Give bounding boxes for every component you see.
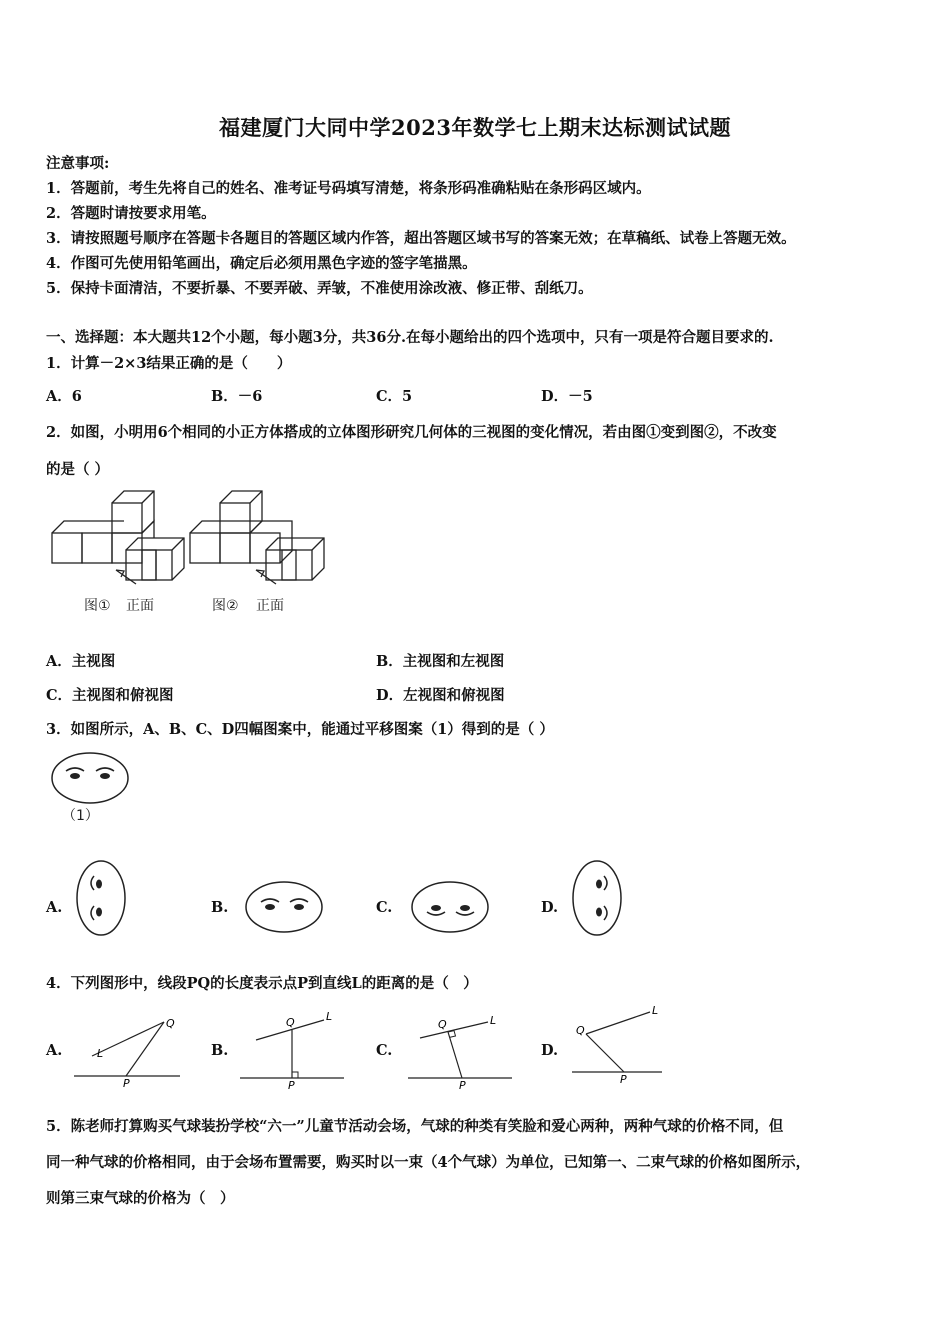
fig2-label: 图② bbox=[212, 598, 239, 614]
notice-item: 4．作图可先使用铅笔画出，确定后必须用黑色字迹的签字笔描黑。 bbox=[46, 255, 477, 272]
label-q: Q bbox=[576, 1024, 585, 1037]
face-option-a bbox=[74, 858, 130, 938]
geometry-option-d bbox=[568, 1002, 668, 1088]
label-q: Q bbox=[286, 1016, 295, 1029]
geometry-option-b bbox=[236, 1008, 351, 1090]
question-2-stem-cont: 的是（ ） bbox=[46, 461, 110, 478]
label-q: Q bbox=[438, 1018, 447, 1031]
q2-option-c[interactable]: C．主视图和俯视图 bbox=[46, 687, 174, 704]
label-q: Q bbox=[166, 1017, 175, 1030]
label-l: L bbox=[490, 1014, 497, 1027]
label-p: P bbox=[620, 1073, 627, 1086]
q4-option-c[interactable]: C. bbox=[376, 1042, 393, 1059]
q1-option-d[interactable]: D．－5 bbox=[541, 388, 593, 405]
section-heading: 一、选择题：本大题共12个小题，每小题3分，共36分.在每小题给出的四个选项中，只有一项是符合题目要求的. bbox=[46, 329, 774, 346]
fig1-front-label: 正面 bbox=[126, 598, 154, 614]
question-2-stem: 2．如图，小明用6个相同的小正方体搭成的立体图形研究几何体的三视图的变化情况，若由图①变到图②，不改变 bbox=[46, 424, 777, 441]
face-option-b bbox=[244, 878, 326, 936]
notice-item: 3．请按照题号顺序在答题卡各题目的答题区域内作答，超出答题区域书写的答案无效；在草稿纸、试卷上答题无效。 bbox=[46, 230, 796, 247]
q1-option-a[interactable]: A．6 bbox=[46, 388, 82, 405]
label-p: P bbox=[288, 1079, 295, 1090]
q3-option-a[interactable]: A. bbox=[46, 899, 63, 916]
q3-option-b[interactable]: B. bbox=[211, 899, 229, 916]
cube-figure-1 bbox=[52, 491, 184, 584]
geometry-option-c bbox=[404, 1008, 519, 1090]
q3-option-d[interactable]: D. bbox=[541, 899, 559, 916]
question-5-stem-cont: 同一种气球的价格相同，由于会场布置需要，购买时以一束（4个气球）为单位，已知第一、二束气球的价格如图所示， bbox=[46, 1154, 811, 1171]
q2-option-d[interactable]: D．左视图和俯视图 bbox=[376, 687, 505, 704]
face-option-c bbox=[410, 878, 492, 936]
q2-option-b[interactable]: B．主视图和左视图 bbox=[376, 653, 505, 670]
fig2-front-label: 正面 bbox=[256, 598, 284, 614]
notice-item: 5．保持卡面清洁，不要折暴、不要弄破、弄皱，不准使用涂改液、修正带、刮纸刀。 bbox=[46, 280, 593, 297]
q4-option-b[interactable]: B. bbox=[211, 1042, 229, 1059]
question-5-stem: 5．陈老师打算购买气球装扮学校“六一”儿童节活动会场，气球的种类有笑脸和爱心两种，两种气球的价格不同，但 bbox=[46, 1118, 784, 1135]
face-option-d bbox=[570, 858, 626, 938]
q4-option-d[interactable]: D. bbox=[541, 1042, 559, 1059]
q4-option-a[interactable]: A. bbox=[46, 1042, 63, 1059]
notice-item: 1．答题前，考生先将自己的姓名、准考证号码填写清楚，将条形码准确粘贴在条形码区域内。 bbox=[46, 180, 651, 197]
question-4-stem: 4．下列图形中，线段PQ的长度表示点P到直线L的距离的是（ ） bbox=[46, 975, 478, 992]
q3-option-c[interactable]: C. bbox=[376, 899, 393, 916]
label-p: P bbox=[123, 1077, 130, 1090]
page-title: 福建厦门大同中学2023年数学七上期末达标测试试题 bbox=[219, 115, 731, 140]
figure-1-label: （1） bbox=[62, 808, 99, 824]
face-figure-1 bbox=[48, 748, 138, 830]
label-l: L bbox=[97, 1047, 104, 1060]
notice-heading: 注意事项: bbox=[46, 155, 110, 172]
question-1-stem: 1．计算－2×3结果正确的是（ ） bbox=[46, 355, 292, 372]
question-3-stem: 3．如图所示，A、B、C、D四幅图案中，能通过平移图案（1）得到的是（ ） bbox=[46, 721, 554, 738]
fig1-label: 图① bbox=[84, 598, 111, 614]
cube-figures bbox=[44, 488, 334, 620]
label-l: L bbox=[326, 1010, 333, 1023]
label-l: L bbox=[652, 1004, 659, 1017]
notice-item: 2．答题时请按要求用笔。 bbox=[46, 205, 216, 222]
question-5-stem-cont: 则第三束气球的价格为（ ） bbox=[46, 1190, 235, 1207]
q1-option-c[interactable]: C．5 bbox=[376, 388, 413, 405]
cube-figure-2 bbox=[190, 491, 324, 584]
geometry-option-a bbox=[70, 1012, 185, 1090]
label-p: P bbox=[459, 1079, 466, 1090]
q2-option-a[interactable]: A．主视图 bbox=[46, 653, 116, 670]
q1-option-b[interactable]: B．－6 bbox=[211, 388, 263, 405]
